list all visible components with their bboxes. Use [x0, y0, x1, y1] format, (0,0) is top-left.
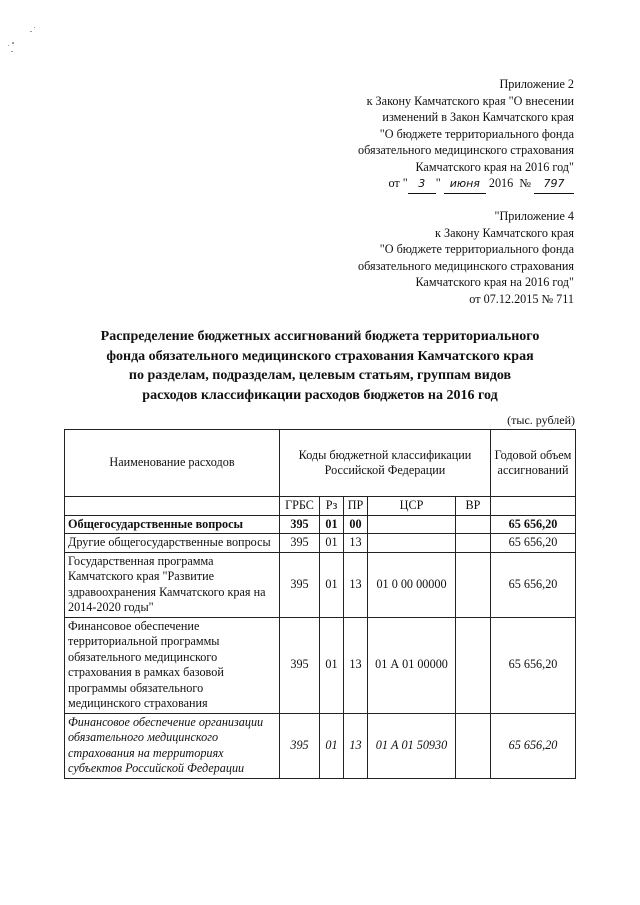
row-amount: 65 656,20: [491, 515, 576, 534]
row-csr: 01 А 01 50930: [368, 713, 456, 778]
title-line: расходов классификации расходов бюджетов на 2016 год: [142, 387, 498, 403]
subheader-pr: ПР: [344, 497, 368, 516]
annex-original-reference: [358, 208, 574, 307]
law-number: 797: [534, 176, 574, 194]
date-month: июня: [444, 176, 486, 194]
table-row: [65, 617, 576, 713]
row-amount: 65 656,20: [491, 713, 576, 778]
subheader-grbs: ГРБС: [280, 497, 320, 516]
row-vr: [456, 617, 491, 713]
row-rz: 01: [320, 552, 344, 617]
scan-speck: [12, 42, 14, 44]
row-grbs: 395: [280, 552, 320, 617]
row-vr: [456, 515, 491, 534]
annex-line: Приложение 2: [499, 77, 574, 91]
row-name: Государственная программа Камчатского края "Развитие здравоохранения Камчатского края на 2014-2020 годы": [65, 552, 280, 617]
date-day: 3: [408, 176, 436, 194]
row-pr: 00: [344, 515, 368, 534]
table-header-row: [65, 430, 576, 497]
row-vr: [456, 713, 491, 778]
table-row: [65, 534, 576, 553]
annex-line: от 07.12.2015 № 711: [469, 291, 574, 306]
document-title: [60, 327, 580, 405]
table-row: [65, 515, 576, 534]
scan-speck: [11, 51, 13, 52]
header-codes: Коды бюджетной классификации Российской Федерации: [280, 430, 491, 497]
annex-date-line: [358, 175, 574, 194]
annex-line: изменений в Закон Камчатского края: [382, 110, 574, 124]
annex-line: к Закону Камчатского края "О внесении: [366, 93, 574, 108]
date-year: 2016: [488, 176, 514, 190]
title-line: фонда обязательного медицинского страхования Камчатского края: [106, 348, 534, 364]
row-amount: 65 656,20: [491, 552, 576, 617]
row-amount: 65 656,20: [491, 534, 576, 553]
row-name: Другие общегосударственные вопросы: [65, 534, 280, 553]
row-pr: 13: [344, 534, 368, 553]
row-grbs: 395: [280, 617, 320, 713]
table-row: [65, 552, 576, 617]
budget-table: [64, 429, 576, 779]
row-pr: 13: [344, 552, 368, 617]
annex-line: обязательного медицинского страхования: [358, 258, 574, 273]
annex-line: Камчатского края на 2016 год": [415, 275, 574, 289]
row-vr: [456, 534, 491, 553]
row-name: Общегосударственные вопросы: [65, 515, 280, 534]
quote-sep: ": [435, 176, 441, 190]
date-prefix: от ": [388, 176, 408, 190]
annex-line: "О бюджете территориального фонда: [379, 126, 574, 141]
row-grbs: 395: [280, 515, 320, 534]
annex-line: к Закону Камчатского края: [435, 225, 574, 240]
row-csr: [368, 515, 456, 534]
row-name: Финансовое обеспечение организации обязательного медицинского страхования на территориях субъектов Российской Федерации: [65, 713, 280, 778]
row-rz: 01: [320, 534, 344, 553]
scan-speck: [30, 31, 32, 32]
header-name: Наименование расходов: [65, 430, 280, 497]
row-csr: 01 А 01 00000: [368, 617, 456, 713]
row-pr: 13: [344, 617, 368, 713]
subheader-rz: Рз: [320, 497, 344, 516]
scan-speck: [8, 45, 9, 46]
title-line: Распределение бюджетных ассигнований бюджета территориального: [100, 329, 540, 344]
row-rz: 01: [320, 713, 344, 778]
row-csr: 01 0 00 00000: [368, 552, 456, 617]
annex-line: Камчатского края на 2016 год": [415, 159, 574, 174]
scan-speck: [34, 27, 35, 28]
annex-current-reference: [358, 76, 574, 194]
annex-line: "Приложение 4: [494, 209, 574, 223]
annex-line: "О бюджете территориального фонда: [379, 242, 574, 256]
annex-line: обязательного медицинского страхования: [358, 143, 574, 157]
subheader-empty: [65, 497, 280, 516]
units-label: (тыс. рублей): [507, 413, 575, 427]
title-line: по разделам, подразделам, целевым статьям, группам видов: [128, 368, 512, 383]
header-amount: Годовой объем ассигнований: [491, 430, 576, 497]
row-pr: 13: [344, 713, 368, 778]
row-grbs: 395: [280, 534, 320, 553]
subheader-csr: ЦСР: [368, 497, 456, 516]
subheader-empty: [491, 497, 576, 516]
table-subheader-row: [65, 497, 576, 516]
table-row: [65, 713, 576, 778]
row-csr: [368, 534, 456, 553]
row-amount: 65 656,20: [491, 617, 576, 713]
row-name: Финансовое обеспечение территориальной программы обязательного медицинского страхования в рамках базовой программы обязательного медицинского страхования: [65, 617, 280, 713]
row-rz: 01: [320, 617, 344, 713]
row-vr: [456, 552, 491, 617]
number-prefix: №: [519, 176, 531, 190]
row-grbs: 395: [280, 713, 320, 778]
subheader-vr: ВР: [456, 497, 491, 516]
row-rz: 01: [320, 515, 344, 534]
